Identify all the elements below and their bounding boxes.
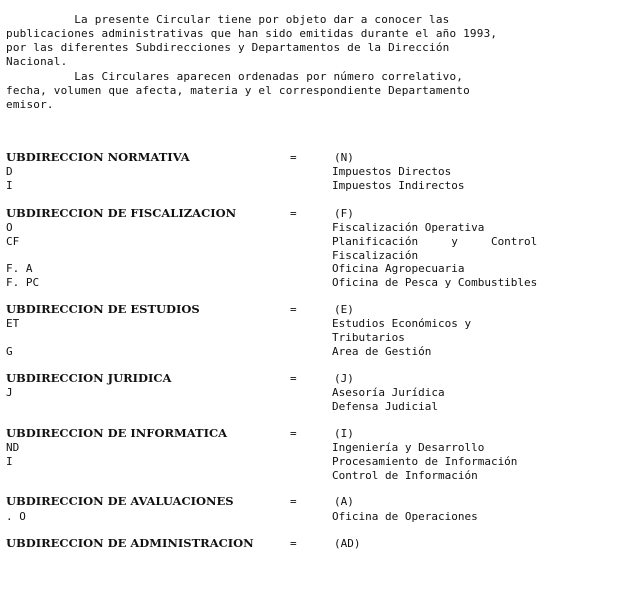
- equals-sign: =: [290, 427, 297, 440]
- dept-name: Fiscalización: [332, 249, 419, 262]
- dept-name: Area de Gestión: [332, 345, 432, 358]
- equals-sign: =: [290, 151, 297, 164]
- section-code: (N): [334, 151, 354, 164]
- dept-abbr: . O: [6, 510, 26, 523]
- dept-name: Fiscalización Operativa: [332, 221, 485, 234]
- dept-name: Impuestos Directos: [332, 165, 452, 178]
- section-code: (J): [334, 372, 354, 385]
- dept-name: Defensa Judicial: [332, 400, 438, 413]
- equals-sign: =: [290, 207, 297, 220]
- dept-abbr: CF: [6, 235, 20, 248]
- section-title: UBDIRECCION DE ESTUDIOS: [6, 302, 200, 316]
- section-code: (I): [334, 427, 354, 440]
- dept-name: Impuestos Indirectos: [332, 179, 465, 192]
- intro-line: Las Circulares aparecen ordenadas por número correlativo,: [6, 70, 464, 83]
- section-title: UBDIRECCION DE ADMINISTRACION: [6, 536, 254, 550]
- section-title: UBDIRECCION NORMATIVA: [6, 150, 190, 164]
- intro-line: Nacional.: [6, 55, 68, 68]
- dept-name: Control de Información: [332, 469, 478, 482]
- dept-name: Planificación y Control: [332, 235, 538, 248]
- section-code: (A): [334, 495, 354, 508]
- section-title: UBDIRECCION JURIDICA: [6, 371, 172, 385]
- intro-line: emisor.: [6, 98, 54, 111]
- section-code: (E): [334, 303, 354, 316]
- intro-line: fecha, volumen que afecta, materia y el correspondiente Departamento: [6, 84, 470, 97]
- dept-name: Estudios Económicos y: [332, 317, 472, 330]
- dept-name: Oficina Agropecuaria: [332, 262, 465, 275]
- intro-line: La presente Circular tiene por objeto dar a conocer las: [6, 13, 450, 26]
- dept-abbr: ET: [6, 317, 20, 330]
- section-title: UBDIRECCION DE FISCALIZACION: [6, 206, 237, 220]
- dept-abbr: D: [6, 165, 13, 178]
- dept-name: Procesamiento de Información: [332, 455, 518, 468]
- equals-sign: =: [290, 495, 297, 508]
- dept-abbr: O: [6, 221, 13, 234]
- dept-name: Tributarios: [332, 331, 405, 344]
- section-title: UBDIRECCION DE AVALUACIONES: [6, 494, 234, 508]
- equals-sign: =: [290, 537, 297, 550]
- equals-sign: =: [290, 303, 297, 316]
- dept-name: Asesoría Jurídica: [332, 386, 445, 399]
- section-title: UBDIRECCION DE INFORMATICA: [6, 426, 228, 440]
- dept-abbr: F. PC: [6, 276, 40, 289]
- dept-abbr: I: [6, 179, 13, 192]
- dept-abbr: G: [6, 345, 13, 358]
- intro-line: publicaciones administrativas que han sido emitidas durante el año 1993,: [6, 27, 498, 40]
- section-code: (AD): [334, 537, 361, 550]
- dept-name: Ingeniería y Desarrollo: [332, 441, 485, 454]
- section-code: (F): [334, 207, 354, 220]
- dept-abbr: ND: [6, 441, 20, 454]
- dept-name: Oficina de Operaciones: [332, 510, 478, 523]
- dept-abbr: J: [6, 386, 13, 399]
- equals-sign: =: [290, 372, 297, 385]
- dept-abbr: F. A: [6, 262, 33, 275]
- dept-abbr: I: [6, 455, 13, 468]
- intro-line: por las diferentes Subdirecciones y Departamentos de la Dirección: [6, 41, 450, 54]
- dept-name: Oficina de Pesca y Combustibles: [332, 276, 538, 289]
